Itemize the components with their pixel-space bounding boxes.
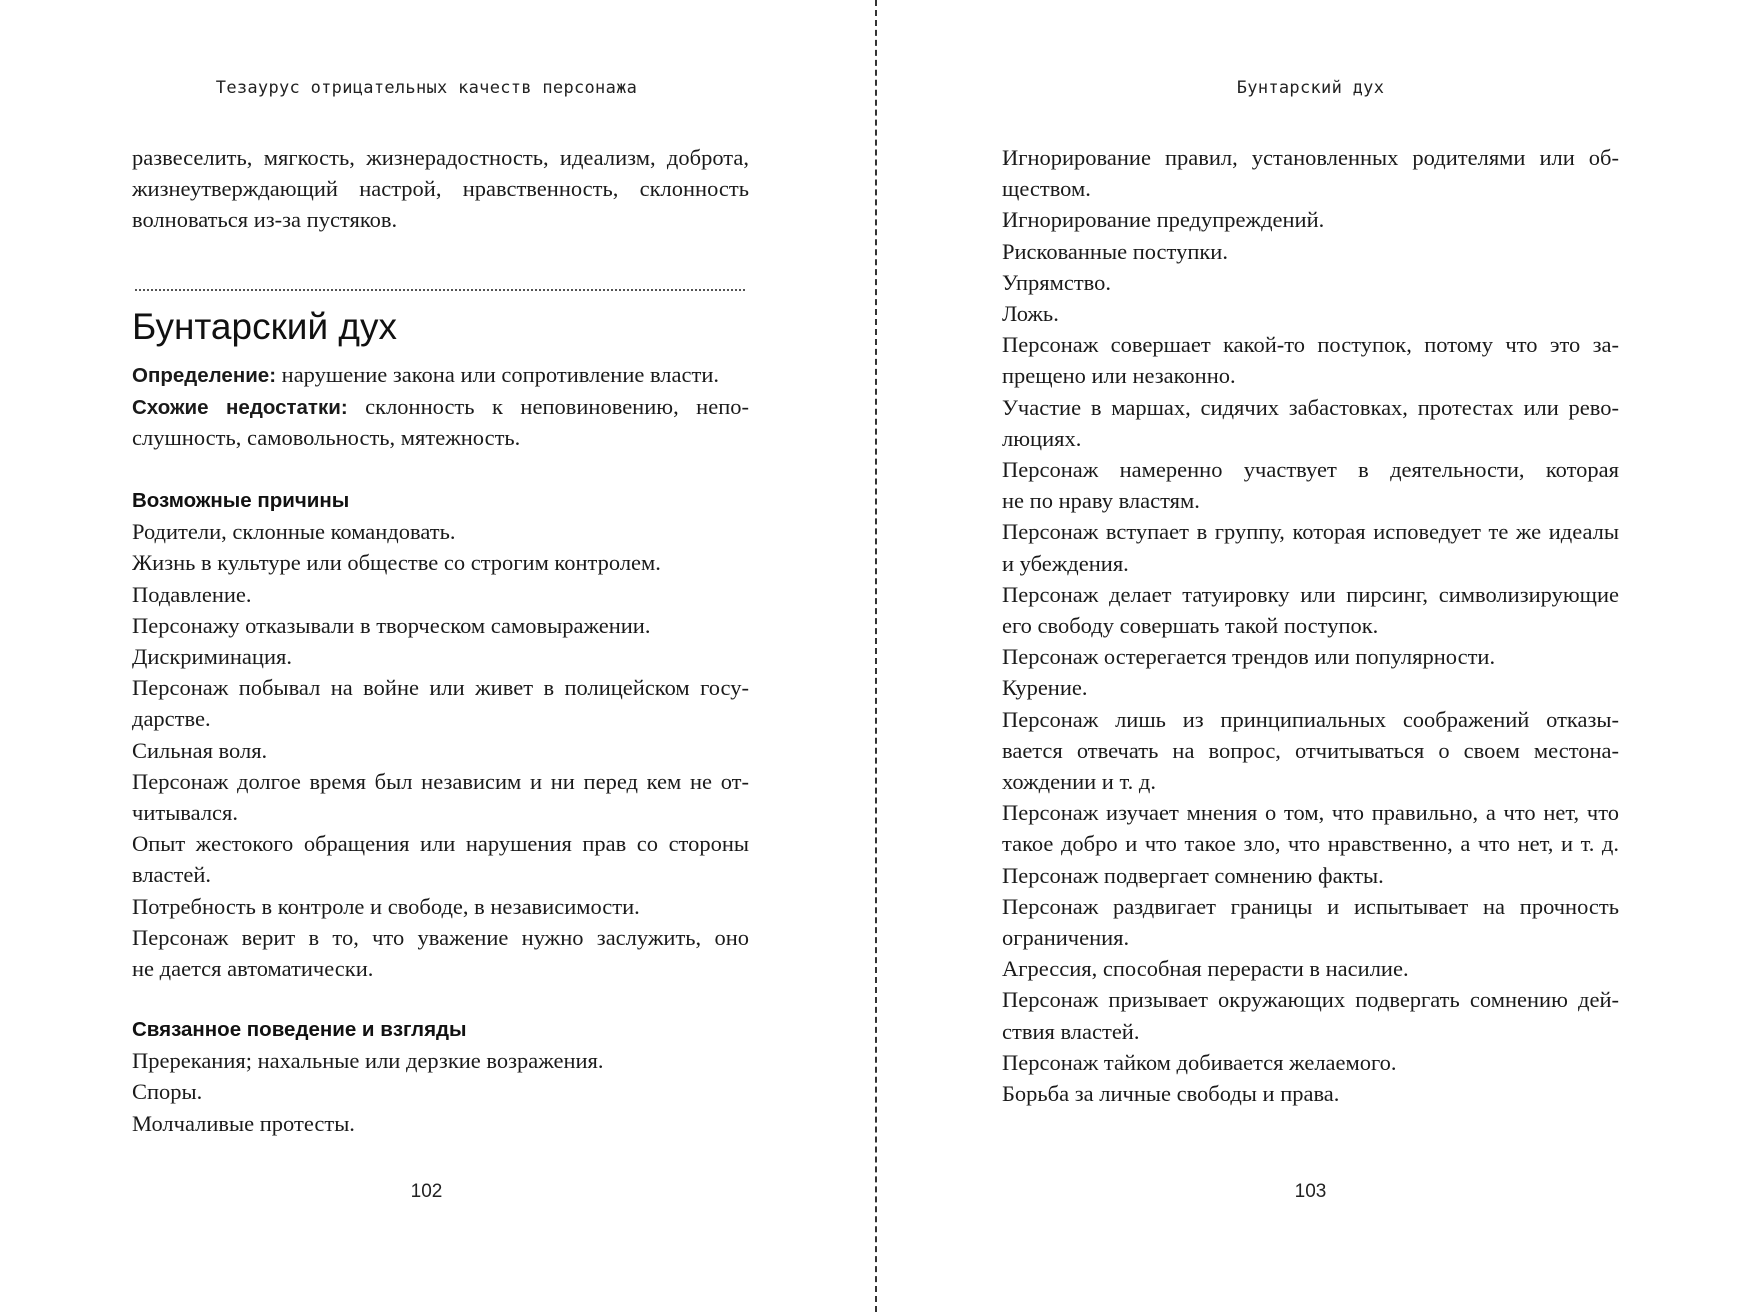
cause-line: Потребность в контроле и свободе, в независимости. xyxy=(132,893,640,919)
behavior-line: Персонаж тайком добивается желаемого. xyxy=(1002,1049,1397,1075)
causes-section xyxy=(132,485,749,984)
intro-paragraph xyxy=(132,142,749,236)
behavior-line: Участие в маршах, сидячих забастовках, протестах или рево- xyxy=(1002,394,1619,420)
cause-line: Сильная воля. xyxy=(132,737,268,763)
behavior-line: Персонаж намеренно участвует в деятельности, которая xyxy=(1002,456,1619,482)
cause-line: не дается автоматически. xyxy=(132,955,374,981)
behavior-line: ществом. xyxy=(1002,176,1091,202)
behavior-line: Персонаж лишь из принципиальных соображений отказы- xyxy=(1002,706,1619,732)
section-divider xyxy=(135,289,745,291)
definition-text: нарушение закона или сопротивление власти. xyxy=(281,362,720,387)
intro-line: развеселить, мягкость, жизнерадостность, идеализм, доброта, xyxy=(132,145,749,170)
behavior-line: Агрессия, способная перерасти в насилие. xyxy=(1002,956,1409,982)
cause-line: Родители, склонные командовать. xyxy=(132,519,456,545)
behavior-line: Персонаж совершает какой-то поступок, потому что это за- xyxy=(1002,332,1619,358)
page-number-left: 102 xyxy=(410,1181,443,1202)
behavior-line: Рискованные поступки. xyxy=(1002,238,1228,264)
running-head-right: Бунтарский дух xyxy=(1236,78,1385,98)
behavior-line: ограничения. xyxy=(1002,924,1130,950)
intro-line: жизнеутверждающий настрой, нравственность, склонность xyxy=(132,176,749,202)
behavior-line: Персонаж подвергает сомнению факты. xyxy=(1002,862,1384,888)
behavior-line: прещено или незаконно. xyxy=(1002,363,1236,389)
behavior-list-continued xyxy=(1002,142,1619,1109)
behavior-line: и убеждения. xyxy=(1002,550,1129,576)
behavior-heading: Связанное поведение и взгляды xyxy=(132,1018,467,1041)
similar-line-continued: слушность, самовольность, мятежность. xyxy=(132,425,521,451)
definition-label: Определение: xyxy=(132,364,277,387)
cause-line: Персонаж верит в то, что уважение нужно заслужить, оно xyxy=(132,924,749,950)
behavior-line: Персонаж вступает в группу, которая исповедует те же идеалы xyxy=(1002,519,1619,545)
cause-line: Опыт жестокого обращения или нарушения прав со стороны xyxy=(132,831,749,857)
behavior-line: Персонаж делает татуировку или пирсинг, символизирующие xyxy=(1002,581,1619,607)
behavior-line: Игнорирование правил, установленных родителями или об- xyxy=(1002,145,1619,170)
cause-line: Жизнь в культуре или обществе со строгим контролем. xyxy=(132,550,661,576)
behavior-line: ствия властей. xyxy=(1002,1018,1140,1044)
behavior-line: Игнорирование предупреждений. xyxy=(1002,207,1325,233)
behavior-line: хождении и т. д. xyxy=(1002,768,1156,794)
cause-line: Персонаж долгое время был независим и ни перед кем не от- xyxy=(132,768,749,794)
section-title: Бунтарский дух xyxy=(132,306,397,347)
behavior-line: Упрямство. xyxy=(1002,269,1111,295)
running-head-left: Тезаурус отрицательных качеств персонажа xyxy=(215,78,638,98)
cause-line: дарстве. xyxy=(132,706,211,732)
cause-line: Персонаж побывал на войне или живет в полицейском госу- xyxy=(132,675,749,701)
cause-line: Персонажу отказывали в творческом самовыражении. xyxy=(132,612,651,638)
behavior-line: Персонаж призывает окружающих подвергать сомнению дей- xyxy=(1002,987,1619,1013)
behavior-line: Курение. xyxy=(1002,675,1088,701)
left-page xyxy=(132,0,749,1312)
page-gutter-divider xyxy=(875,0,877,1312)
behavior-line: Пререкания; нахальные или дерзкие возражения. xyxy=(132,1048,604,1074)
intro-line: волноваться из-за пустяков. xyxy=(132,207,398,233)
causes-heading: Возможные причины xyxy=(132,489,350,512)
right-page xyxy=(1002,0,1619,1312)
behavior-section xyxy=(132,1014,749,1139)
behavior-line: Персонаж раздвигает границы и испытывает на прочность xyxy=(1002,893,1619,919)
definition-line xyxy=(132,359,749,391)
behavior-line: Молчаливые протесты. xyxy=(132,1110,355,1136)
behavior-line: Персонаж изучает мнения о том, что правильно, а что нет, что xyxy=(1002,800,1619,826)
behavior-line: Борьба за личные свободы и права. xyxy=(1002,1080,1340,1106)
behavior-line: люциях. xyxy=(1002,425,1082,451)
page-number-right: 103 xyxy=(1294,1181,1327,1202)
cause-line: Дискриминация. xyxy=(132,644,292,670)
cause-line: властей. xyxy=(132,862,212,888)
similar-label: Схожие недостатки: xyxy=(132,396,348,420)
behavior-line: Споры. xyxy=(132,1079,203,1105)
behavior-line: Персонаж остерегается трендов или популярности. xyxy=(1002,644,1496,670)
behavior-line: такое добро и что такое зло, что нравственно, а что нет, и т. д. xyxy=(1002,831,1619,857)
behavior-line: не по нраву властям. xyxy=(1002,488,1200,514)
similar-text: склонность к неповиновению, непо- xyxy=(365,394,749,420)
cause-line: Подавление. xyxy=(132,581,252,607)
behavior-line: Ложь. xyxy=(1002,301,1059,326)
similar-line xyxy=(132,391,749,422)
behavior-line: его свободу совершать такой поступок. xyxy=(1002,612,1379,638)
cause-line: читывался. xyxy=(132,800,239,825)
behavior-line: вается отвечать на вопрос, отчитываться о своем местона- xyxy=(1002,737,1619,763)
definition-block xyxy=(132,359,749,454)
